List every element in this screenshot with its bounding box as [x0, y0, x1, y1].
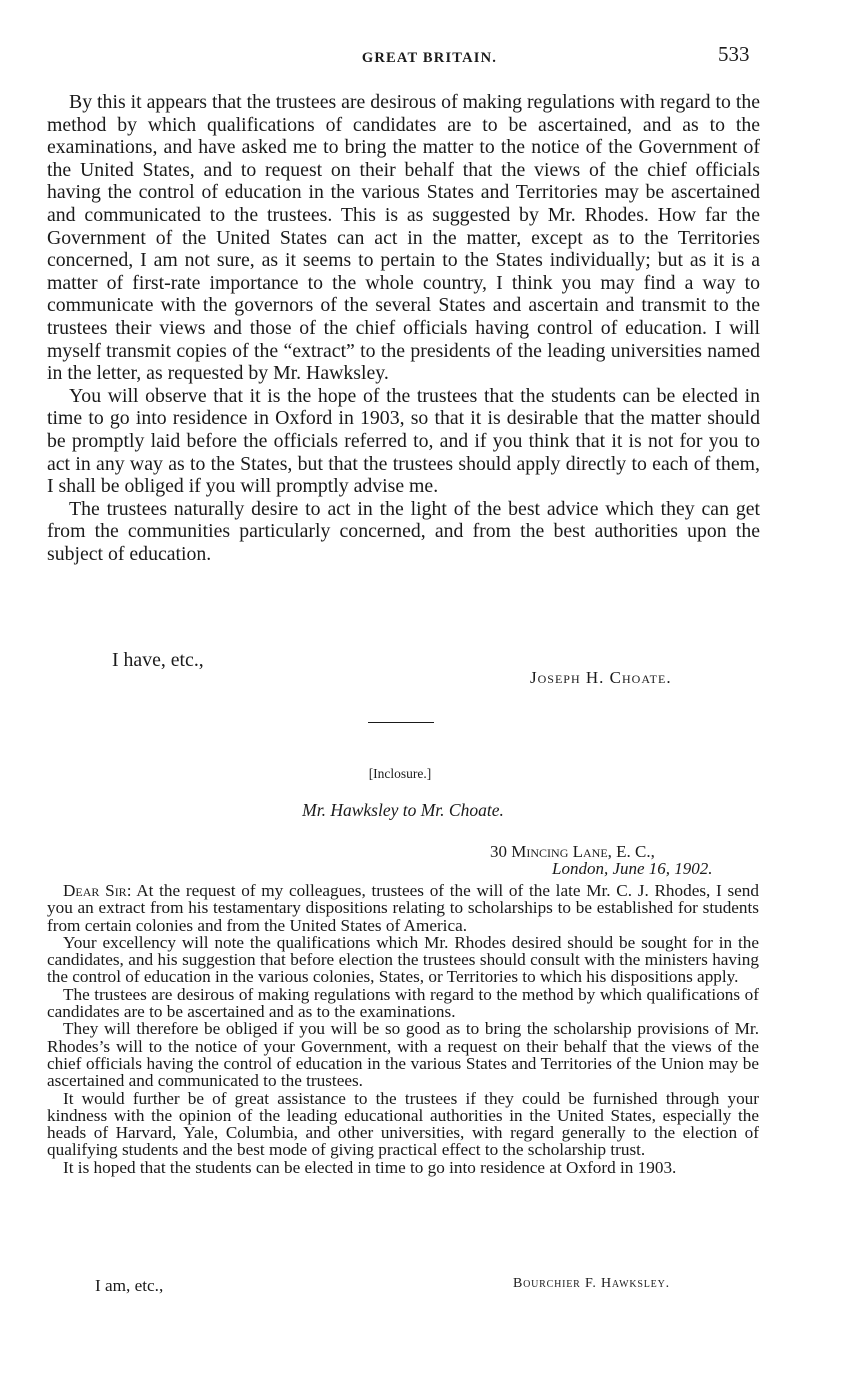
enclosure-paragraph-3: The trustees are desirous of making regulations with regard to the method by which qualifications of candidates are to be ascertained and as to the examinations.: [47, 984, 759, 1022]
enclosure-signature: Bourchier F. Hawksley.: [513, 1276, 670, 1291]
page-number: 533: [718, 42, 750, 66]
enclosure-salutation: Dear Sir:: [63, 881, 132, 900]
main-letter-body: [47, 91, 760, 565]
main-paragraph-1: By this it appears that the trustees are desirous of making regulations with regard to the method by which qualifications of candidates are to be ascertained, and as to the examinations, and have asked me to bring the matter to the notice of the Government of the United States, and to request on their behalf that the views of the chief officials having the control of education in the various States and Territories may be ascertained and communicated to the trustees. This is as suggested by Mr. Rhodes. How far the Government of the United States can act in the matter, except as to the Territories concerned, I am not sure, as it seems to pertain to the States individually; but as it is a matter of first-rate importance to the whole country, I think you may find a way to communicate with the governors of the several States and ascertain and transmit to the trustees their views and those of the chief officials having control of education. I will myself transmit copies of the “extract” to the presidents of the leading universities named in the letter, as requested by Mr. Hawksley.: [47, 91, 760, 385]
enclosure-date: London, June 16, 1902.: [552, 859, 713, 878]
section-divider: [368, 722, 434, 723]
enclosure-address: 30 Mincing Lane, E. C.,: [490, 842, 655, 861]
enclosure-closing: I am, etc.,: [95, 1276, 164, 1295]
main-paragraph-3: The trustees naturally desire to act in the light of the best advice which they can get from the communities particularly concerned, and from the best authorities upon the subject of education.: [47, 497, 760, 565]
main-letter-signature: Joseph H. Choate.: [530, 668, 672, 687]
enclosure-paragraph-2: Your excellency will note the qualifications which Mr. Rhodes desired should be sought for in the candidates, and his suggestion that before election the trustees should consult with the ministers having the control of education in the various colonies, States, or Territories to which his dispositions apply.: [47, 932, 759, 987]
enclosure-paragraph-4: They will therefore be obliged if you will be so good as to bring the scholarship provisions of Mr. Rhodes’s will to the notice of your Government, with a request on their behalf that the views of the chief officials having the control of education in the various States and Territories of the Union may be ascertained and communicated to the trustees.: [47, 1019, 759, 1091]
enclosure-paragraph-5: It would further be of great assistance to the trustees if they could be furnished through your kindness with the opinion of the leading educational authorities in the United States, especially the heads of Harvard, Yale, Columbia, and other universities, with regard generally to the election of qualifying students and the best mode of giving practical effect to the scholarship trust.: [47, 1088, 759, 1160]
main-letter-closing: I have, etc.,: [112, 649, 204, 671]
running-header-title: GREAT BRITAIN.: [361, 50, 498, 66]
inclosure-label: [Inclosure.]: [368, 766, 432, 781]
enclosure-letter-body: [47, 882, 759, 1176]
main-paragraph-2: You will observe that it is the hope of the trustees that the students can be elected in time to go into residence in Oxford in 1903, so that it is desirable that the matter should be promptly laid before the officials referred to, and if you think that it is not for you to act in any way as to the States, but that the trustees should apply directly to each of them, I shall be obliged if you will promptly advise me.: [47, 384, 760, 498]
enclosure-title: Mr. Hawksley to Mr. Choate.: [302, 800, 504, 820]
enclosure-paragraph-1-text: At the request of my colleagues, trustees of the will of the late Mr. C. J. Rhodes, I send you an extract from his testamentary dispositions relating to scholarships to be established for students from certain colonies and from the United States of America.: [47, 881, 759, 935]
enclosure-paragraph-6: It is hoped that the students can be elected in time to go into residence at Oxford in 1903.: [63, 1157, 677, 1177]
enclosure-paragraph-1: [47, 882, 759, 934]
